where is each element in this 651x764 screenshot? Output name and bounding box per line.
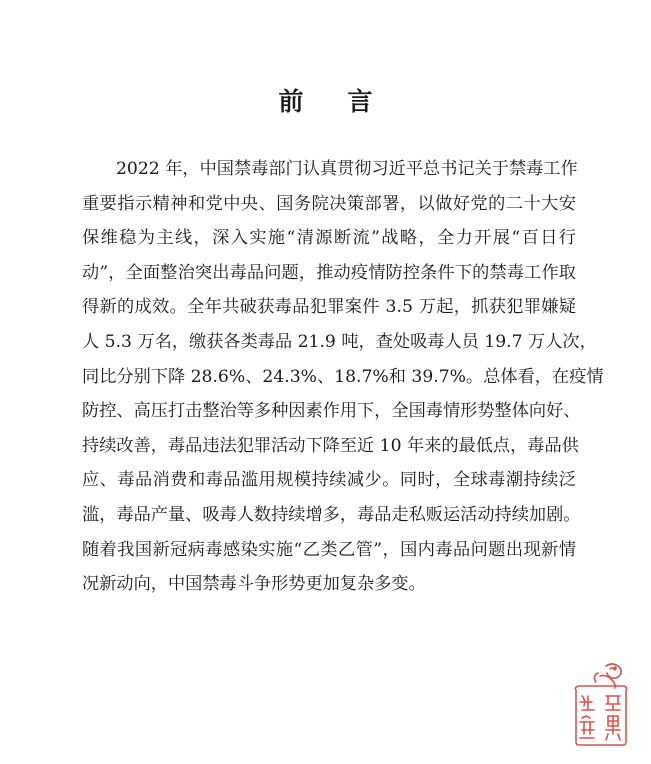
title-char-2: 言 <box>347 87 373 116</box>
paragraph-line: 同比分别下降 28.6%、24.3%、18.7%和 39.7%。总体看，在疫情 <box>82 366 604 387</box>
paragraph-line: 持续改善，毒品违法犯罪活动下降至近 10 年来的最低点，毒品供 <box>82 435 579 456</box>
paragraph-line: 应、毒品消费和毒品滥用规模持续减少。同时，全球毒潮持续泛 <box>82 470 576 491</box>
paragraph-line: 防控、高压打击整治等多种因素作用下，全国毒情形势整体向好、 <box>82 401 581 422</box>
preface-paragraph <box>82 152 604 602</box>
paragraph-line: 滥，毒品产量、吸毒人数持续增多，毒品走私贩运活动持续加剧。 <box>82 504 581 525</box>
paragraph-line: 况新动向，中国禁毒斗争形势更加复杂多变。 <box>82 574 426 595</box>
title-char-1: 前 <box>278 87 304 116</box>
paragraph-line: 重要指示精神和党中央、国务院决策部署，以做好党的二十大安 <box>82 193 576 214</box>
page-title <box>0 82 651 118</box>
paragraph-line: 动”，全面整治突出毒品问题，推动疫情防控条件下的禁毒工作取 <box>82 262 576 283</box>
paragraph-line: 随着我国新冠病毒感染实施“乙类乙管”，国内毒品问题出现新情 <box>82 539 576 560</box>
paragraph-line: 得新的成效。全年共破获毒品犯罪案件 3.5 万起，抓获犯罪嫌疑 <box>82 297 576 318</box>
seal-stamp-icon <box>570 660 632 748</box>
paragraph-line: 人 5.3 万名，缴获各类毒品 21.9 吨，查处吸毒人员 19.7 万人次， <box>82 331 597 352</box>
paragraph-line: 保维稳为主线，深入实施“清源断流”战略，全力开展“百日行 <box>82 228 576 249</box>
paragraph-line: 2022 年，中国禁毒部门认真贯彻习近平总书记关于禁毒工作 <box>116 159 578 179</box>
